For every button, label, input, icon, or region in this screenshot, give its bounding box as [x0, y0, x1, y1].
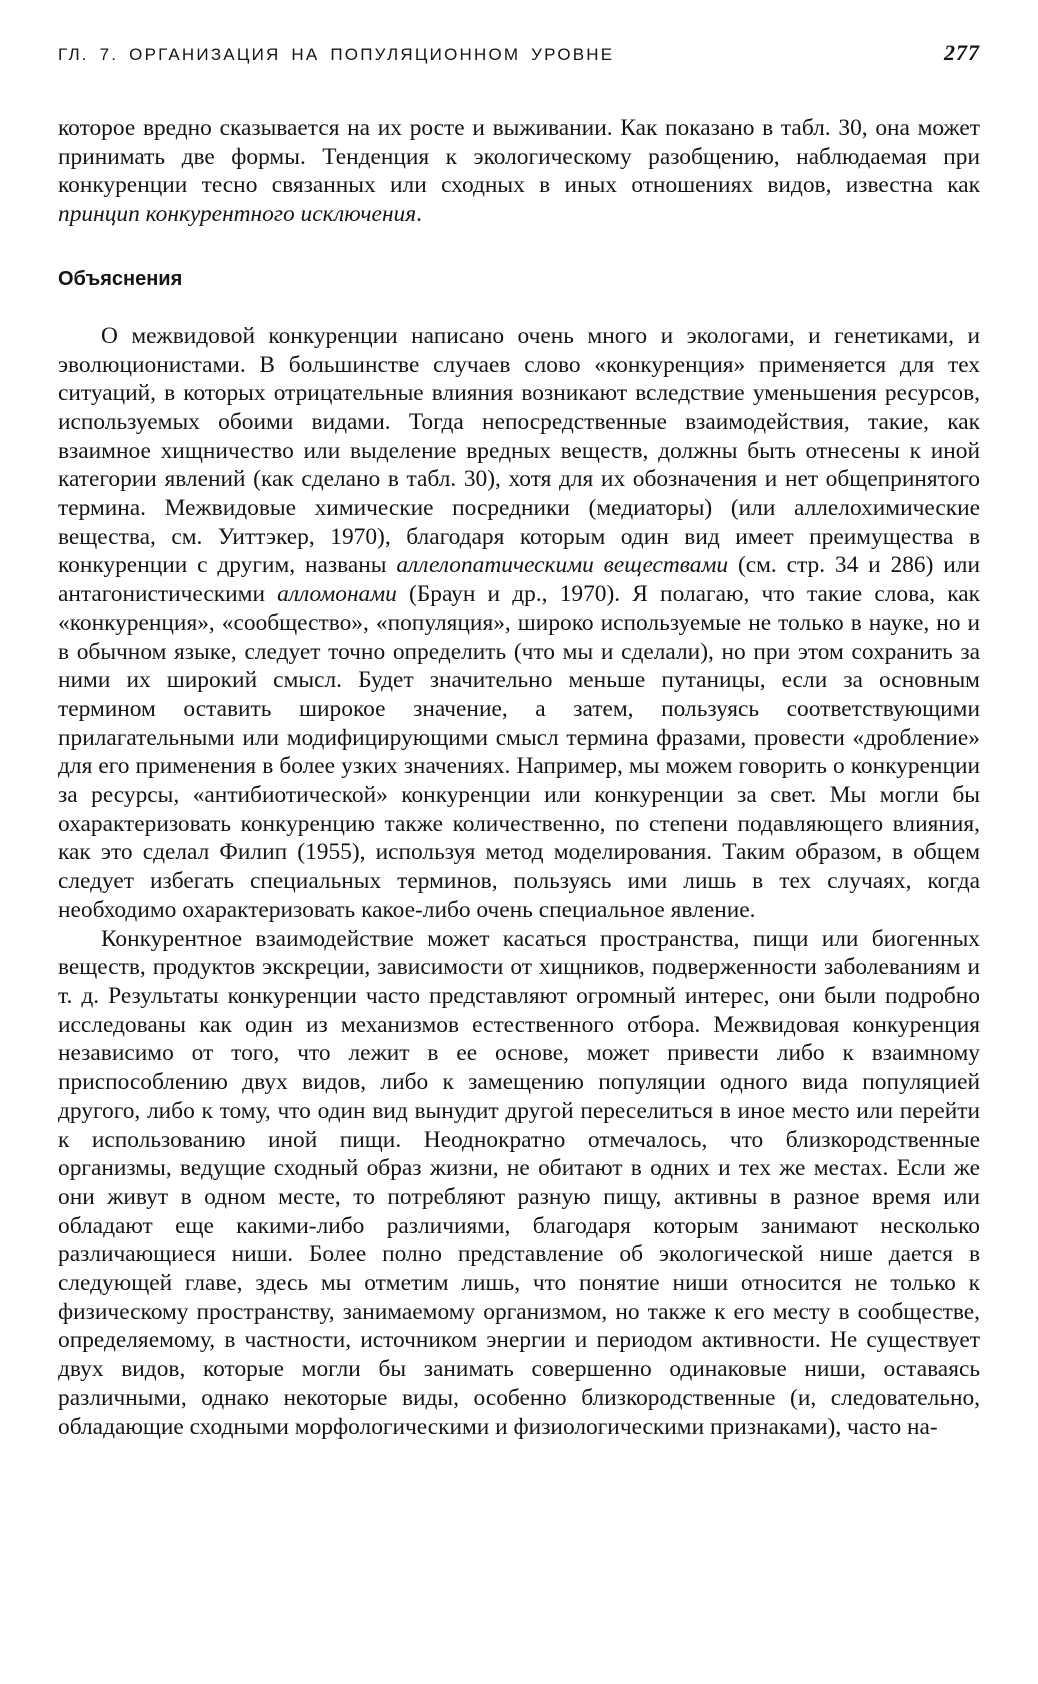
section-heading: Объяснения: [58, 267, 183, 290]
paragraph-1-text-a: О межвидовой конкуренции написано очень много и экологами, и генетиками, и эволюционистами. В большинстве случаев слово «конкуренция» применяется для тех ситуаций, в которых отрицательные влияния возникают вследствие уменьшения ресурсов, используемых обоими видами. Тогда непосредственные взаимодействия, такие, как взаимное хищничество или выделение вредных веществ, должны быть отнесены к иной категории явлений (как сделано в табл. 30), хотя для их обозначения и нет общепринятого термина. Межвидовые химические посредники (медиаторы) (или аллелохимические вещества, см. Уиттэкер, 1970), благодаря которым один вид имеет преимущества в конкуренции с другим, названы: [58, 322, 980, 579]
intro-paragraph: [58, 114, 980, 229]
body-paragraph-1: [58, 322, 980, 925]
intro-text: которое вредно сказывается на их росте и выживании. Как показано в табл. 30, она может принимать две формы. Тенденция к экологическому разобщению, наблюдаемая при конкуренции тесно связанных или сходных в иных отношениях видов, известна как: [58, 115, 980, 199]
chapter-running-title: ГЛ. 7. ОРГАНИЗАЦИЯ НА ПОПУЛЯЦИОННОМ УРОВНЕ: [58, 45, 615, 64]
intro-term: принцип конкурентного исключения: [58, 201, 417, 228]
paragraph-1-term-allelopathic: аллелопатическими веществами: [396, 552, 729, 579]
intro-text-end: .: [416, 201, 422, 228]
paragraph-1-text-c: (Браун и др., 1970). Я полагаю, что такие слова, как «конкуренция», «сообщество», «популяция», широко используемые не только в науке, но и в обычном языке, следует точно определить (что мы и сделали), но при этом сохранить за ними их широкий смысл. Будет значительно меньше путаницы, если за основным термином оставить широкое значение, а затем, пользуясь соответствующими прилагательными или модифицирующими смысл термина фразами, провести «дробление» для его применения в более узких значениях. Например, мы можем говорить о конкуренции за ресурсы, «антибиотической» конкуренции или конкуренции за свет. Мы могли бы охарактеризовать конкуренцию также количественно, по степени подавляющего влияния, как это сделал Филип (1955), используя метод моделирования. Таким образом, в общем следует избегать специальных терминов, пользуясь ими лишь в тех случаях, когда необходимо охарактеризовать какое-либо очень специальное явление.: [58, 581, 980, 923]
running-header: [58, 40, 980, 76]
paragraph-1-text-b: (см. стр. 34 и 286) или антагонистическими: [58, 552, 980, 608]
page-number: 277: [944, 40, 980, 65]
body-paragraph-2: Конкурентное взаимодействие может касаться пространства, пищи или биогенных веществ, продуктов экскреции, зависимости от хищников, подверженности заболеваниям и т. д. Результаты конкуренции часто представляют огромный интерес, они были подробно исследованы как один из механизмов естественного отбора. Межвидовая конкуренция независимо от того, что лежит в ее основе, может привести либо к взаимному приспособлению двух видов, либо к замещению популяции одного вида популяцией другого, либо к тому, что один вид вынудит другой переселиться в иное место или перейти к использованию иной пищи. Неоднократно отмечалось, что близкородственные организмы, ведущие сходный образ жизни, не обитают в одних и тех же местах. Если же они живут в одном месте, то потребляют разную пищу, активны в разное время или обладают еще какими-либо различиями, благодаря которым занимают несколько различающиеся ниши. Более полно представление об экологической нише дается в следующей главе, здесь мы отметим лишь, что понятие ниши относится не только к физическому пространству, занимаемому организмом, но также к его месту в сообществе, определяемому, в частности, источником энергии и периодом активности. Не существует двух видов, которые могли бы занимать совершенно одинаковые ниши, оставаясь различными, однако некоторые виды, особенно близкородственные (и, следовательно, обладающие сходными морфологическими и физиологическими признаками), часто на-: [58, 925, 980, 1440]
paragraph-1-term-allomones: алломонами: [277, 581, 397, 608]
book-page: [58, 40, 980, 1441]
